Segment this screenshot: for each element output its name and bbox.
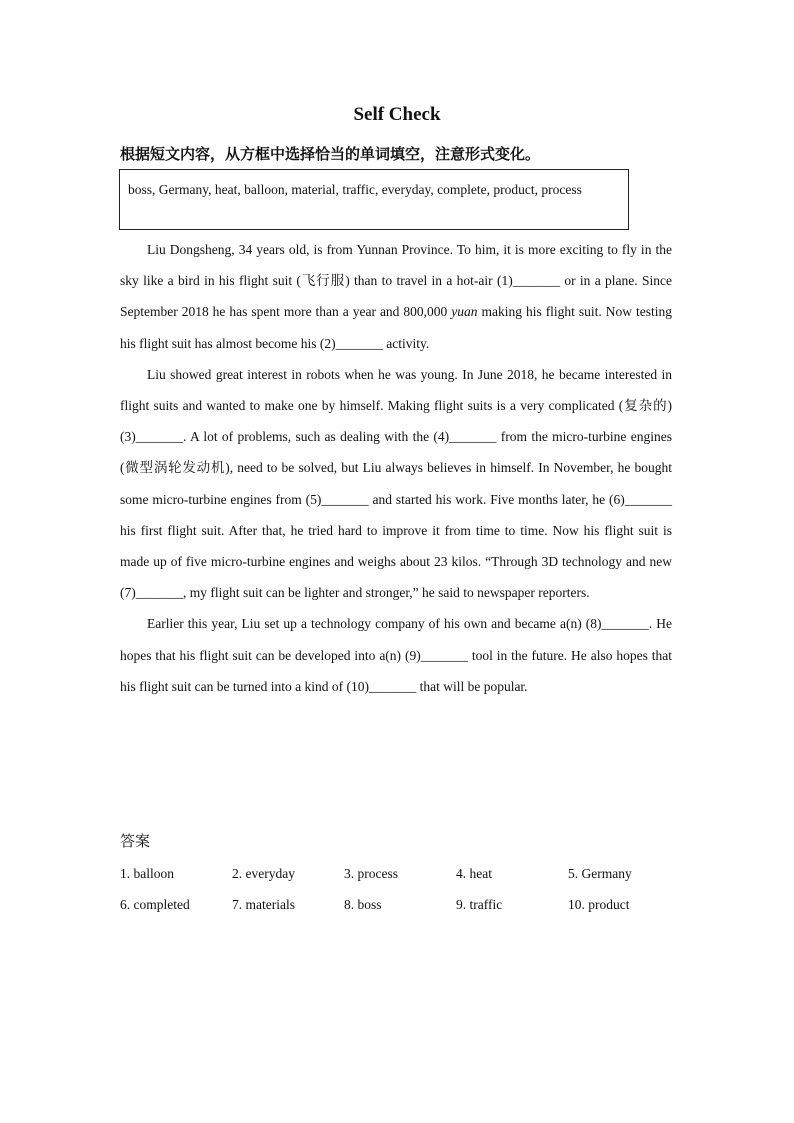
answer-item: 8. boss: [344, 896, 382, 912]
answer-item: 6. completed: [120, 896, 190, 912]
answer-item: 3. process: [344, 865, 398, 881]
answer-item: 9. traffic: [456, 896, 503, 912]
instruction-text: 根据短文内容，从方框中选择恰当的单词填空，注意形式变化。: [120, 145, 541, 163]
answer-item: 4. heat: [456, 865, 492, 881]
answer-item: 5. Germany: [568, 865, 632, 881]
answer-item: 1. balloon: [120, 865, 174, 881]
page-title: Self Check: [353, 104, 441, 125]
answer-row: [120, 889, 680, 920]
word-bank-box: [119, 169, 629, 230]
answer-row: [120, 858, 680, 889]
reading-passage: [120, 234, 672, 702]
answer-item: 7. materials: [232, 896, 295, 912]
answer-item: 10. product: [568, 896, 630, 912]
passage-p1-part-1: Liu Dongsheng, 34 years old, is from Yunnan Province. To him, it is more exciting to fly in the sky like a bird in his flight suit (飞行服) than to travel in a hot-air (1)_______ or in a plane. Since September 2018 he has spent more than a year and 800,000: [120, 242, 672, 320]
passage-p1-yuan: yuan: [451, 304, 478, 320]
passage-paragraph-3: Earlier this year, Liu set up a technology company of his own and became a(n) (8)_______. He hopes that his flight suit can be developed into a(n) (9)_______ tool in the future. He also hopes that his flight suit can be turned into a kind of (10)_______ that will be popular.: [120, 616, 672, 694]
answer-item: 2. everyday: [232, 865, 295, 881]
word-bank-list: boss, Germany, heat, balloon, material, traffic, everyday, complete, product, process: [128, 182, 582, 197]
answer-key: [120, 858, 680, 920]
passage-paragraph-2: Liu showed great interest in robots when he was young. In June 2018, he became interested in flight suits and wanted to make one by himself. Making flight suits is a very complicated (复杂的) (3)_______. A lot of problems, such as dealing with the (4)_______ from the micro-turbine engines (微型涡轮发动机), need to be solved, but Liu always believes in himself. In November, he bought some micro-turbine engines from (5)_______ and started his work. Five months later, he (6)_______ his first flight suit. After that, he tried hard to improve it from time to time. Now his flight suit is made up of five micro-turbine engines and weighs about 23 kilos. “Through 3D technology and new (7)_______, my flight suit can be lighter and stronger,” he said to newspaper reporters.: [120, 366, 672, 601]
answers-heading: 答案: [120, 832, 151, 850]
passage-paragraph-1: [120, 234, 672, 359]
passage-p1-part-3: making his flight suit. Now testing his flight suit has almost become his (2)_______ activity.: [120, 304, 672, 351]
